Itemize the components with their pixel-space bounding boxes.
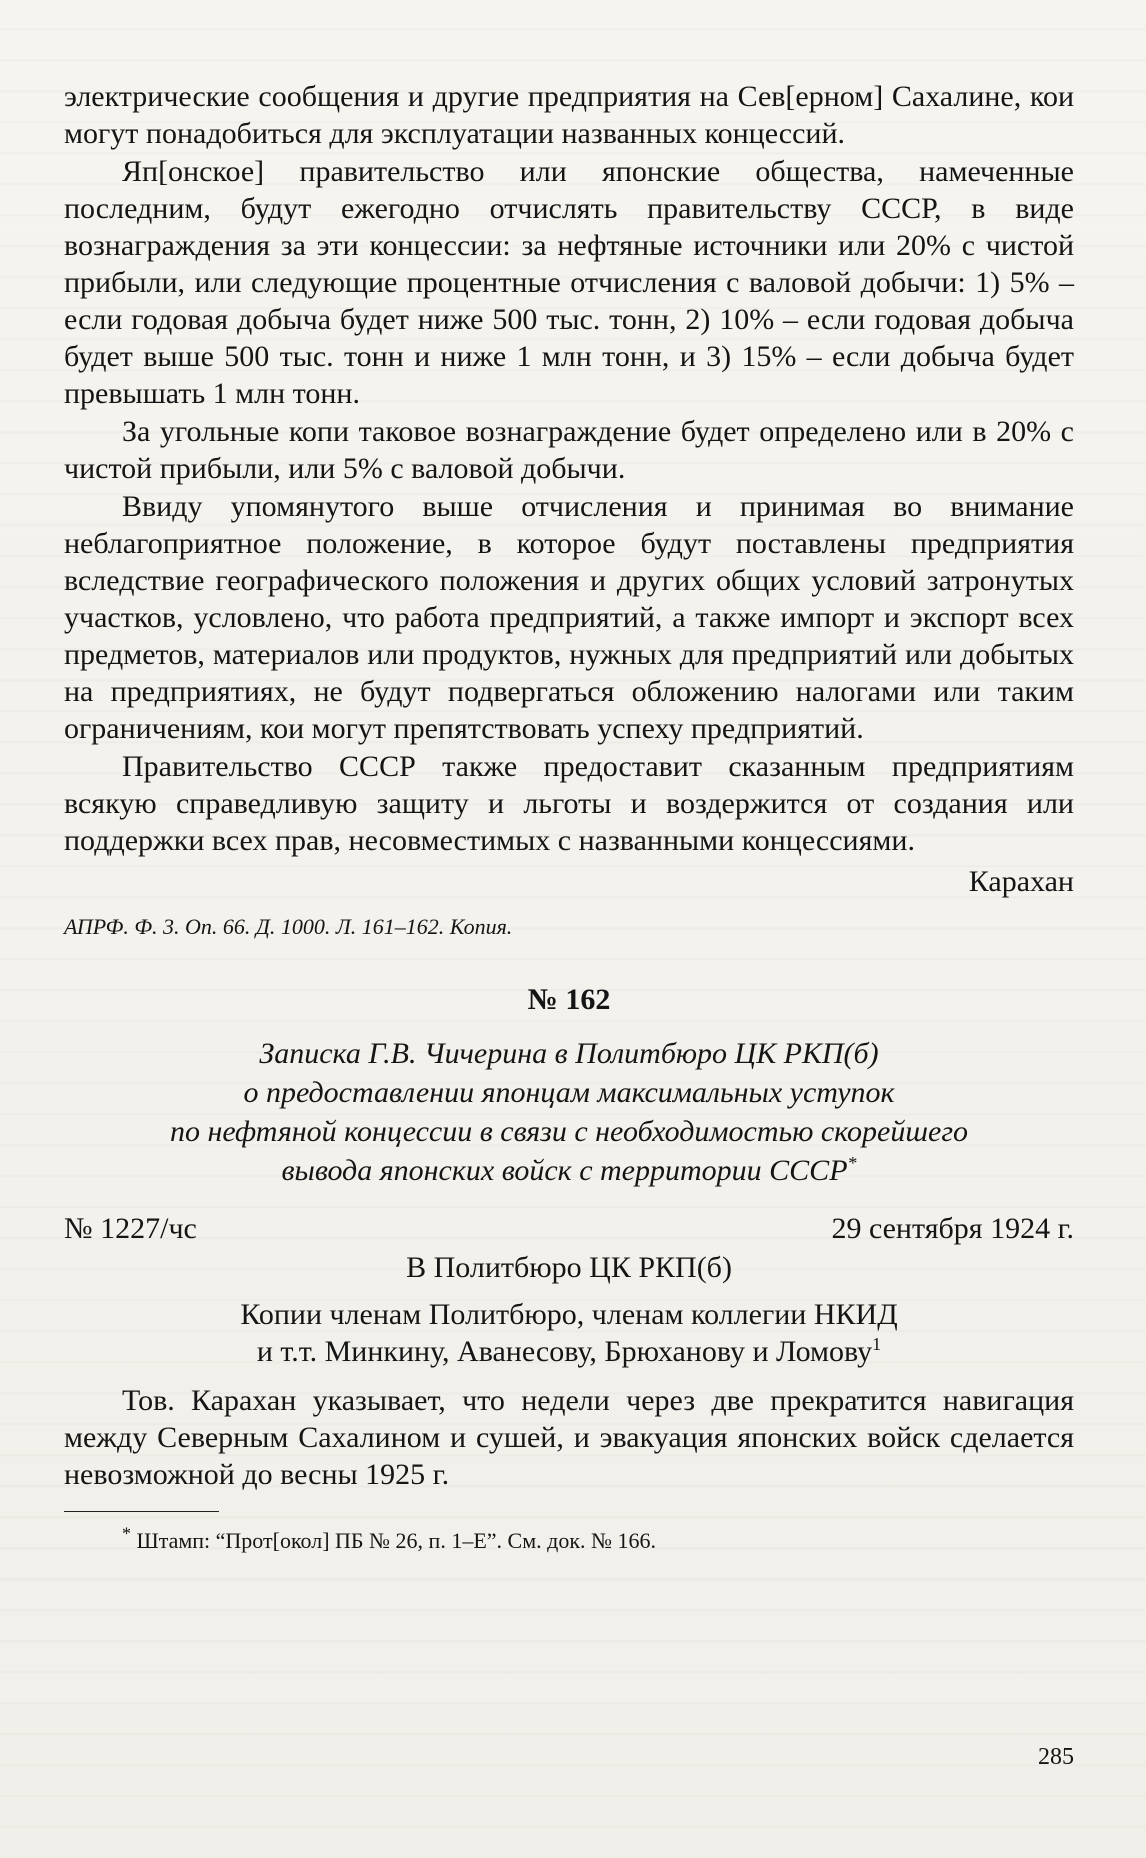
document-title-line-1: Записка Г.В. Чичерина в Политбюро ЦК РКП(б) [259,1037,879,1070]
document-title-line-4-wrapper [64,1151,1074,1190]
paragraph-4: Ввиду упомянутого выше отчисления и принимая во внимание неблагоприятное положение, в которое будут поставлены предприятия вследствие географического положения и других общих условий затронутых участков, условлено, что работа предприятий, а также импорт и экспорт всех предметов, материалов или продуктов, нужных для предприятий или добытых на предприятиях, не будут подвергаться обложению налогами или таким ограничениям, кои могут препятствовать успеху предприятий. [64,490,1074,745]
copy-recipients-line-2: и т.т. Минкину, Аванесову, Брюханову и Ломову [256,1335,873,1368]
footnote-separator [64,1511,219,1512]
document-title-footnote-mark: * [847,1153,857,1173]
footnote [64,1523,1074,1556]
page-content [64,78,1074,1556]
signature: Карахан [968,865,1074,898]
copy-recipients [64,1296,1074,1370]
page-number: 285 [1038,1744,1074,1770]
footnote-text: Штамп: “Прот[окол] ПБ № 26, п. 1–Е”. См. док. № 166. [136,1528,656,1553]
copy-recipients-line-2-wrapper [64,1333,1074,1370]
copy-recipients-footnote-mark: 1 [872,1334,882,1354]
paragraph-3: За угольные копи таковое вознаграждение будет определено или в 20% с чистой прибыли, или 5% с валовой добычи. [64,415,1074,485]
paragraph-2: Яп[онское] правительство или японские общества, намеченные последним, будут ежегодно отчислять правительству СССР, в виде вознаграждения за эти концессии: за нефтяные источники или 20% с чистой прибыли, или следующие процентные отчисления с валовой добычи: 1) 5% – если годовая добыча будет ниже 500 тыс. тонн, 2) 10% – если годовая добыча будет выше 500 тыс. тонн и ниже 1 млн тонн, и 3) 15% – если добыча будет превышать 1 млн тонн. [64,155,1074,410]
document-number: № 162 [527,983,611,1016]
document-title [64,1034,1074,1190]
paragraph-1: электрические сообщения и другие предприятия на Сев[ерном] Сахалине, кои могут понадобиться для эксплуатации названных концессий. [64,80,1074,150]
archive-reference: АПРФ. Ф. 3. Оп. 66. Д. 1000. Л. 161–162. Копия. [64,914,513,939]
document-title-line-4: вывода японских войск с территории СССР [281,1154,848,1187]
footnote-mark: * [122,1523,131,1544]
document-addressee: В Политбюро ЦК РКП(б) [406,1251,732,1284]
copy-recipients-line-1: Копии членам Политбюро, членам коллегии НКИД [240,1298,898,1331]
paragraph-5: Правительство СССР также предоставит сказанным предприятиям всякую справедливую защиту и льготы и воздержится от создания или поддержки всех прав, несовместимых с названными концессиями. [64,750,1074,857]
outgoing-number: № 1227/чс [64,1212,197,1245]
document-meta-row [64,1210,1074,1247]
memo-paragraph-1: Тов. Карахан указывает, что недели через две прекратится навигация между Северным Сахалином и сушей, и эвакуация японских войск сделается невозможной до весны 1925 г. [64,1384,1074,1491]
document-title-line-3: по нефтяной концессии в связи с необходимостью скорейшего [169,1115,969,1148]
document-title-line-2: о предоставлении японцам максимальных уступок [243,1076,895,1109]
document-date: 29 сентября 1924 г. [831,1212,1074,1245]
